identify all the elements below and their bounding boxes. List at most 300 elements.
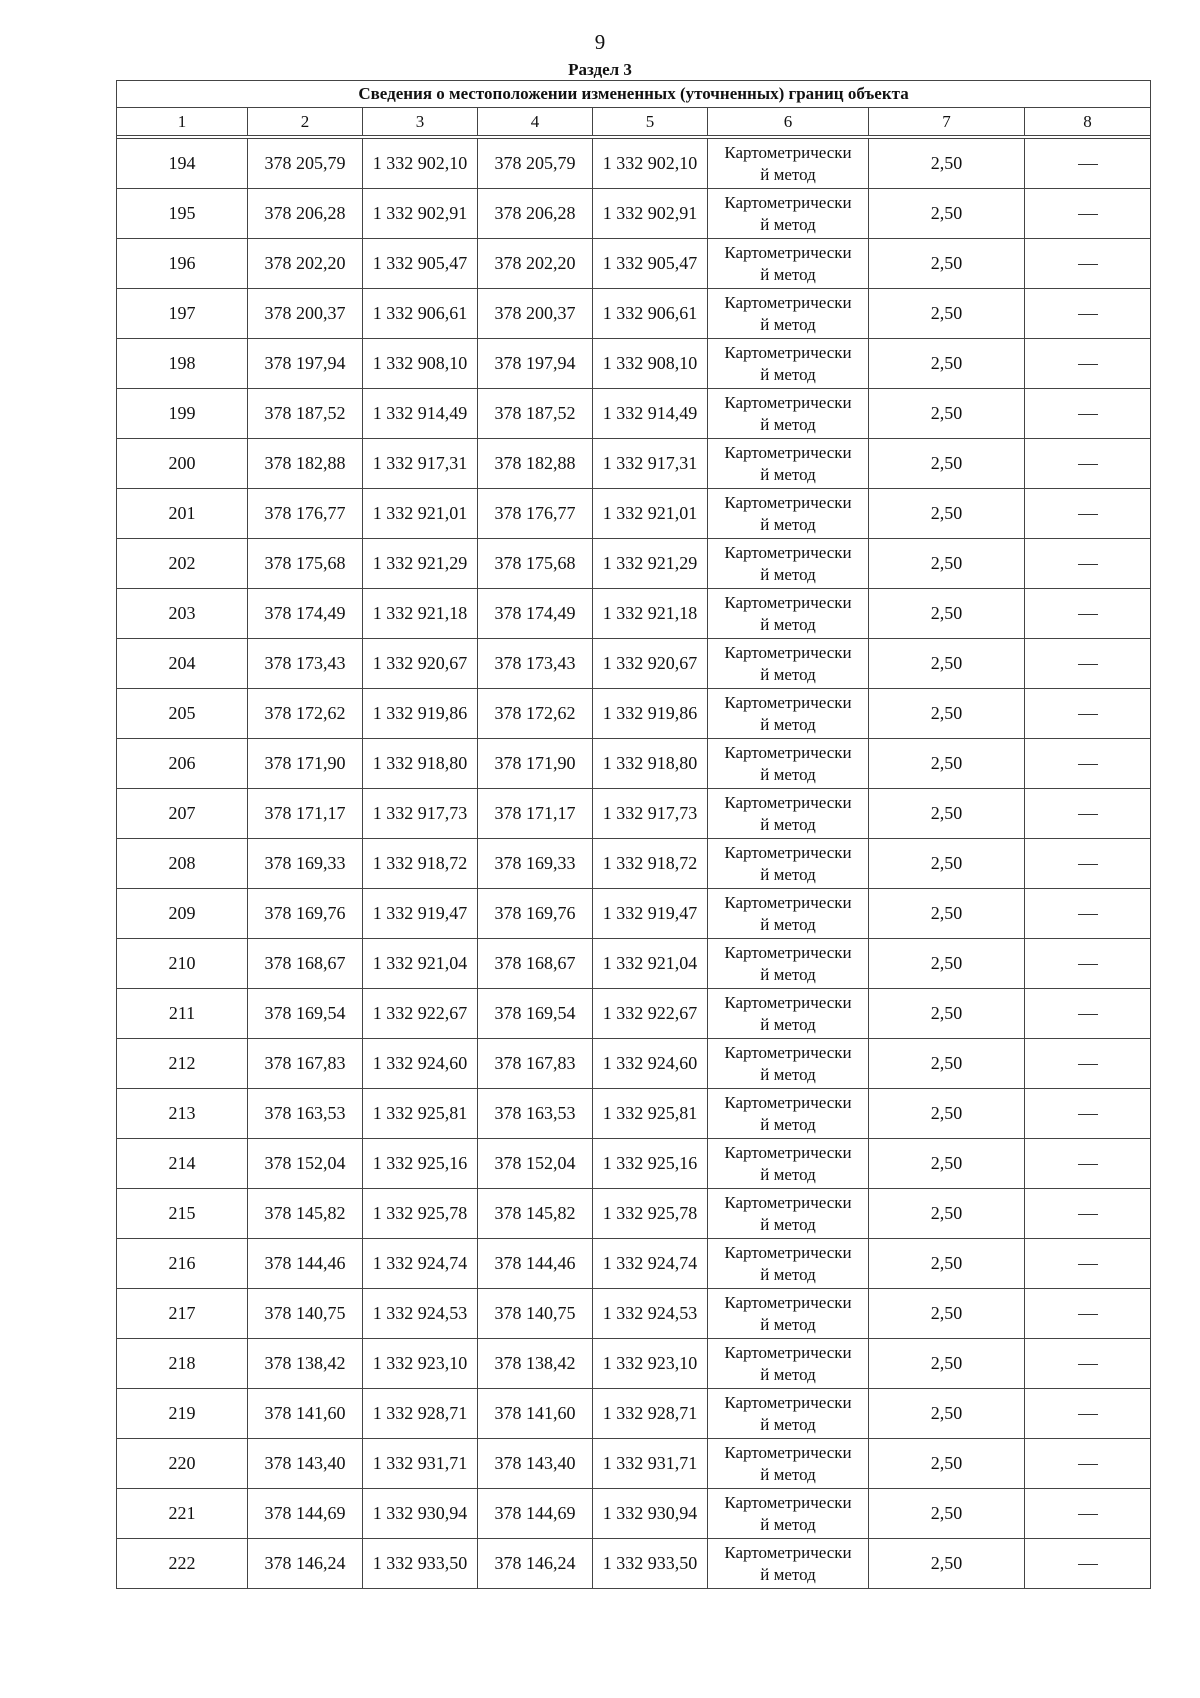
description-cell xyxy=(1025,339,1151,389)
x-refined-cell: 378 168,67 xyxy=(478,939,593,989)
method-cell xyxy=(708,589,869,639)
x-refined-cell: 378 205,79 xyxy=(478,139,593,189)
method-cell xyxy=(708,639,869,689)
point-number-cell: 200 xyxy=(117,439,248,489)
column-header-row xyxy=(117,108,1151,136)
column-header: 8 xyxy=(1025,108,1151,136)
y-existing-cell: 1 332 921,29 xyxy=(363,539,478,589)
accuracy-cell: 2,50 xyxy=(869,939,1025,989)
em-dash-icon xyxy=(1078,1064,1098,1065)
x-refined-cell: 378 206,28 xyxy=(478,189,593,239)
table-row xyxy=(117,1439,1151,1489)
accuracy-cell: 2,50 xyxy=(869,389,1025,439)
x-existing-cell: 378 187,52 xyxy=(248,389,363,439)
point-number-cell: 216 xyxy=(117,1239,248,1289)
accuracy-cell: 2,50 xyxy=(869,1239,1025,1289)
x-existing-cell: 378 171,90 xyxy=(248,739,363,789)
boundary-coordinates-table xyxy=(116,80,1151,1589)
em-dash-icon xyxy=(1078,1314,1098,1315)
x-refined-cell: 378 144,69 xyxy=(478,1489,593,1539)
method-line-2: й метод xyxy=(760,914,816,934)
em-dash-icon xyxy=(1078,464,1098,465)
accuracy-cell: 2,50 xyxy=(869,989,1025,1039)
method-cell xyxy=(708,1039,869,1089)
point-number-cell: 205 xyxy=(117,689,248,739)
em-dash-icon xyxy=(1078,864,1098,865)
method-line-2: й метод xyxy=(760,814,816,834)
method-line-2: й метод xyxy=(760,1014,816,1034)
accuracy-cell: 2,50 xyxy=(869,539,1025,589)
em-dash-icon xyxy=(1078,414,1098,415)
point-number-cell: 219 xyxy=(117,1389,248,1439)
em-dash-icon xyxy=(1078,314,1098,315)
method-line-1: Картометрически xyxy=(724,842,852,862)
y-refined-cell: 1 332 925,78 xyxy=(593,1189,708,1239)
method-cell xyxy=(708,1139,869,1189)
column-header: 7 xyxy=(869,108,1025,136)
y-existing-cell: 1 332 917,73 xyxy=(363,789,478,839)
accuracy-cell: 2,50 xyxy=(869,1139,1025,1189)
description-cell xyxy=(1025,289,1151,339)
accuracy-cell: 2,50 xyxy=(869,139,1025,189)
table-row xyxy=(117,1489,1151,1539)
table-row xyxy=(117,439,1151,489)
method-cell xyxy=(708,1389,869,1439)
description-cell xyxy=(1025,1539,1151,1589)
method-cell xyxy=(708,1239,869,1289)
table-row xyxy=(117,739,1151,789)
em-dash-icon xyxy=(1078,1414,1098,1415)
method-cell xyxy=(708,1089,869,1139)
accuracy-cell: 2,50 xyxy=(869,1039,1025,1089)
table-row xyxy=(117,289,1151,339)
description-cell xyxy=(1025,1439,1151,1489)
x-refined-cell: 378 152,04 xyxy=(478,1139,593,1189)
description-cell xyxy=(1025,939,1151,989)
x-refined-cell: 378 141,60 xyxy=(478,1389,593,1439)
accuracy-cell: 2,50 xyxy=(869,289,1025,339)
table-row xyxy=(117,1189,1151,1239)
method-line-2: й метод xyxy=(760,1414,816,1434)
method-line-2: й метод xyxy=(760,514,816,534)
y-existing-cell: 1 332 921,18 xyxy=(363,589,478,639)
x-existing-cell: 378 182,88 xyxy=(248,439,363,489)
point-number-cell: 199 xyxy=(117,389,248,439)
x-existing-cell: 378 167,83 xyxy=(248,1039,363,1089)
em-dash-icon xyxy=(1078,1364,1098,1365)
method-cell xyxy=(708,289,869,339)
x-existing-cell: 378 143,40 xyxy=(248,1439,363,1489)
accuracy-cell: 2,50 xyxy=(869,739,1025,789)
column-header: 2 xyxy=(248,108,363,136)
x-existing-cell: 378 169,33 xyxy=(248,839,363,889)
method-cell xyxy=(708,439,869,489)
method-line-1: Картометрически xyxy=(724,442,852,462)
method-line-2: й метод xyxy=(760,864,816,884)
y-existing-cell: 1 332 914,49 xyxy=(363,389,478,439)
x-refined-cell: 378 173,43 xyxy=(478,639,593,689)
y-existing-cell: 1 332 923,10 xyxy=(363,1339,478,1389)
y-existing-cell: 1 332 931,71 xyxy=(363,1439,478,1489)
em-dash-icon xyxy=(1078,614,1098,615)
y-existing-cell: 1 332 917,31 xyxy=(363,439,478,489)
method-line-2: й метод xyxy=(760,1164,816,1184)
method-line-1: Картометрически xyxy=(724,1042,852,1062)
x-refined-cell: 378 140,75 xyxy=(478,1289,593,1339)
x-existing-cell: 378 144,46 xyxy=(248,1239,363,1289)
table-row xyxy=(117,839,1151,889)
method-cell xyxy=(708,789,869,839)
column-header: 1 xyxy=(117,108,248,136)
method-line-2: й метод xyxy=(760,1314,816,1334)
table-row xyxy=(117,639,1151,689)
table-row xyxy=(117,139,1151,189)
column-header: 3 xyxy=(363,108,478,136)
method-cell xyxy=(708,1539,869,1589)
em-dash-icon xyxy=(1078,1114,1098,1115)
y-existing-cell: 1 332 918,80 xyxy=(363,739,478,789)
method-cell xyxy=(708,539,869,589)
method-line-1: Картометрически xyxy=(724,192,852,212)
y-refined-cell: 1 332 921,29 xyxy=(593,539,708,589)
point-number-cell: 212 xyxy=(117,1039,248,1089)
description-cell xyxy=(1025,1089,1151,1139)
description-cell xyxy=(1025,1389,1151,1439)
method-line-2: й метод xyxy=(760,414,816,434)
y-existing-cell: 1 332 918,72 xyxy=(363,839,478,889)
y-refined-cell: 1 332 917,31 xyxy=(593,439,708,489)
description-cell xyxy=(1025,589,1151,639)
method-line-2: й метод xyxy=(760,664,816,684)
method-line-1: Картометрически xyxy=(724,692,852,712)
em-dash-icon xyxy=(1078,564,1098,565)
method-line-1: Картометрически xyxy=(724,1292,852,1312)
x-refined-cell: 378 171,90 xyxy=(478,739,593,789)
x-existing-cell: 378 171,17 xyxy=(248,789,363,839)
accuracy-cell: 2,50 xyxy=(869,1489,1025,1539)
method-cell xyxy=(708,939,869,989)
em-dash-icon xyxy=(1078,1214,1098,1215)
y-refined-cell: 1 332 920,67 xyxy=(593,639,708,689)
table-row xyxy=(117,489,1151,539)
point-number-cell: 197 xyxy=(117,289,248,339)
x-existing-cell: 378 175,68 xyxy=(248,539,363,589)
method-line-2: й метод xyxy=(760,164,816,184)
method-cell xyxy=(708,889,869,939)
y-refined-cell: 1 332 922,67 xyxy=(593,989,708,1039)
method-line-1: Картометрически xyxy=(724,1542,852,1562)
accuracy-cell: 2,50 xyxy=(869,489,1025,539)
description-cell xyxy=(1025,1189,1151,1239)
em-dash-icon xyxy=(1078,1264,1098,1265)
em-dash-icon xyxy=(1078,264,1098,265)
x-existing-cell: 378 173,43 xyxy=(248,639,363,689)
accuracy-cell: 2,50 xyxy=(869,1289,1025,1339)
description-cell xyxy=(1025,1039,1151,1089)
accuracy-cell: 2,50 xyxy=(869,689,1025,739)
y-refined-cell: 1 332 918,72 xyxy=(593,839,708,889)
method-line-2: й метод xyxy=(760,714,816,734)
y-existing-cell: 1 332 919,86 xyxy=(363,689,478,739)
method-cell xyxy=(708,1189,869,1239)
description-cell xyxy=(1025,739,1151,789)
x-refined-cell: 378 169,76 xyxy=(478,889,593,939)
method-line-1: Картометрически xyxy=(724,292,852,312)
page-number: 9 xyxy=(594,30,606,54)
description-cell xyxy=(1025,189,1151,239)
method-line-2: й метод xyxy=(760,1264,816,1284)
y-refined-cell: 1 332 930,94 xyxy=(593,1489,708,1539)
description-cell xyxy=(1025,839,1151,889)
table-row xyxy=(117,989,1151,1039)
em-dash-icon xyxy=(1078,1164,1098,1165)
x-refined-cell: 378 145,82 xyxy=(478,1189,593,1239)
accuracy-cell: 2,50 xyxy=(869,1189,1025,1239)
y-existing-cell: 1 332 925,16 xyxy=(363,1139,478,1189)
x-refined-cell: 378 187,52 xyxy=(478,389,593,439)
method-line-2: й метод xyxy=(760,964,816,984)
method-line-1: Картометрически xyxy=(724,242,852,262)
x-refined-cell: 378 144,46 xyxy=(478,1239,593,1289)
method-line-2: й метод xyxy=(760,1364,816,1384)
point-number-cell: 207 xyxy=(117,789,248,839)
y-existing-cell: 1 332 930,94 xyxy=(363,1489,478,1539)
x-existing-cell: 378 152,04 xyxy=(248,1139,363,1189)
method-cell xyxy=(708,339,869,389)
point-number-cell: 222 xyxy=(117,1539,248,1589)
table-row xyxy=(117,689,1151,739)
method-line-2: й метод xyxy=(760,314,816,334)
method-line-1: Картометрически xyxy=(724,992,852,1012)
x-existing-cell: 378 206,28 xyxy=(248,189,363,239)
y-refined-cell: 1 332 914,49 xyxy=(593,389,708,439)
table-row xyxy=(117,189,1151,239)
table-row xyxy=(117,1289,1151,1339)
table-row xyxy=(117,389,1151,439)
point-number-cell: 210 xyxy=(117,939,248,989)
method-cell xyxy=(708,1489,869,1539)
x-existing-cell: 378 145,82 xyxy=(248,1189,363,1239)
table-row xyxy=(117,1539,1151,1589)
em-dash-icon xyxy=(1078,1514,1098,1515)
y-existing-cell: 1 332 905,47 xyxy=(363,239,478,289)
point-number-cell: 206 xyxy=(117,739,248,789)
x-refined-cell: 378 138,42 xyxy=(478,1339,593,1389)
point-number-cell: 214 xyxy=(117,1139,248,1189)
accuracy-cell: 2,50 xyxy=(869,339,1025,389)
y-existing-cell: 1 332 908,10 xyxy=(363,339,478,389)
y-existing-cell: 1 332 928,71 xyxy=(363,1389,478,1439)
x-existing-cell: 378 202,20 xyxy=(248,239,363,289)
method-line-1: Картометрически xyxy=(724,1392,852,1412)
em-dash-icon xyxy=(1078,714,1098,715)
table-body xyxy=(117,139,1151,1589)
em-dash-icon xyxy=(1078,514,1098,515)
x-refined-cell: 378 143,40 xyxy=(478,1439,593,1489)
em-dash-icon xyxy=(1078,764,1098,765)
y-existing-cell: 1 332 924,60 xyxy=(363,1039,478,1089)
point-number-cell: 202 xyxy=(117,539,248,589)
point-number-cell: 208 xyxy=(117,839,248,889)
x-existing-cell: 378 172,62 xyxy=(248,689,363,739)
y-existing-cell: 1 332 933,50 xyxy=(363,1539,478,1589)
method-cell xyxy=(708,839,869,889)
description-cell xyxy=(1025,489,1151,539)
x-existing-cell: 378 174,49 xyxy=(248,589,363,639)
em-dash-icon xyxy=(1078,664,1098,665)
x-existing-cell: 378 138,42 xyxy=(248,1339,363,1389)
method-line-1: Картометрически xyxy=(724,892,852,912)
y-refined-cell: 1 332 918,80 xyxy=(593,739,708,789)
description-cell xyxy=(1025,239,1151,289)
table-row xyxy=(117,539,1151,589)
method-line-1: Картометрически xyxy=(724,142,852,162)
em-dash-icon xyxy=(1078,964,1098,965)
method-line-2: й метод xyxy=(760,764,816,784)
description-cell xyxy=(1025,1239,1151,1289)
y-refined-cell: 1 332 919,86 xyxy=(593,689,708,739)
point-number-cell: 203 xyxy=(117,589,248,639)
method-cell xyxy=(708,1289,869,1339)
point-number-cell: 221 xyxy=(117,1489,248,1539)
x-refined-cell: 378 202,20 xyxy=(478,239,593,289)
method-line-1: Картометрически xyxy=(724,1492,852,1512)
x-refined-cell: 378 197,94 xyxy=(478,339,593,389)
x-existing-cell: 378 163,53 xyxy=(248,1089,363,1139)
y-existing-cell: 1 332 919,47 xyxy=(363,889,478,939)
x-existing-cell: 378 169,54 xyxy=(248,989,363,1039)
y-existing-cell: 1 332 925,78 xyxy=(363,1189,478,1239)
em-dash-icon xyxy=(1078,914,1098,915)
y-existing-cell: 1 332 906,61 xyxy=(363,289,478,339)
accuracy-cell: 2,50 xyxy=(869,1389,1025,1439)
y-refined-cell: 1 332 923,10 xyxy=(593,1339,708,1389)
y-refined-cell: 1 332 906,61 xyxy=(593,289,708,339)
em-dash-icon xyxy=(1078,1014,1098,1015)
y-existing-cell: 1 332 902,10 xyxy=(363,139,478,189)
point-number-cell: 204 xyxy=(117,639,248,689)
method-cell xyxy=(708,139,869,189)
method-line-2: й метод xyxy=(760,364,816,384)
x-existing-cell: 378 200,37 xyxy=(248,289,363,339)
point-number-cell: 220 xyxy=(117,1439,248,1489)
point-number-cell: 198 xyxy=(117,339,248,389)
method-line-1: Картометрически xyxy=(724,342,852,362)
table-row xyxy=(117,1389,1151,1439)
description-cell xyxy=(1025,1289,1151,1339)
em-dash-icon xyxy=(1078,214,1098,215)
y-existing-cell: 1 332 924,74 xyxy=(363,1239,478,1289)
em-dash-icon xyxy=(1078,1564,1098,1565)
description-cell xyxy=(1025,889,1151,939)
y-refined-cell: 1 332 921,18 xyxy=(593,589,708,639)
x-refined-cell: 378 200,37 xyxy=(478,289,593,339)
point-number-cell: 213 xyxy=(117,1089,248,1139)
x-existing-cell: 378 205,79 xyxy=(248,139,363,189)
x-refined-cell: 378 172,62 xyxy=(478,689,593,739)
accuracy-cell: 2,50 xyxy=(869,239,1025,289)
table-row xyxy=(117,789,1151,839)
method-line-1: Картометрически xyxy=(724,642,852,662)
accuracy-cell: 2,50 xyxy=(869,639,1025,689)
method-line-1: Картометрически xyxy=(724,542,852,562)
em-dash-icon xyxy=(1078,364,1098,365)
method-line-2: й метод xyxy=(760,564,816,584)
x-existing-cell: 378 176,77 xyxy=(248,489,363,539)
description-cell xyxy=(1025,139,1151,189)
y-refined-cell: 1 332 908,10 xyxy=(593,339,708,389)
y-refined-cell: 1 332 917,73 xyxy=(593,789,708,839)
accuracy-cell: 2,50 xyxy=(869,839,1025,889)
y-existing-cell: 1 332 925,81 xyxy=(363,1089,478,1139)
y-refined-cell: 1 332 928,71 xyxy=(593,1389,708,1439)
method-cell xyxy=(708,389,869,439)
x-refined-cell: 378 176,77 xyxy=(478,489,593,539)
table-row xyxy=(117,239,1151,289)
x-existing-cell: 378 141,60 xyxy=(248,1389,363,1439)
x-existing-cell: 378 197,94 xyxy=(248,339,363,389)
x-refined-cell: 378 167,83 xyxy=(478,1039,593,1089)
method-line-1: Картометрически xyxy=(724,392,852,412)
x-existing-cell: 378 144,69 xyxy=(248,1489,363,1539)
method-line-2: й метод xyxy=(760,614,816,634)
method-line-2: й метод xyxy=(760,464,816,484)
x-existing-cell: 378 169,76 xyxy=(248,889,363,939)
x-existing-cell: 378 140,75 xyxy=(248,1289,363,1339)
x-refined-cell: 378 175,68 xyxy=(478,539,593,589)
method-line-2: й метод xyxy=(760,1564,816,1584)
method-line-2: й метод xyxy=(760,1464,816,1484)
em-dash-icon xyxy=(1078,164,1098,165)
x-existing-cell: 378 168,67 xyxy=(248,939,363,989)
method-line-1: Картометрически xyxy=(724,1142,852,1162)
description-cell xyxy=(1025,689,1151,739)
method-cell xyxy=(708,1439,869,1489)
y-existing-cell: 1 332 924,53 xyxy=(363,1289,478,1339)
y-refined-cell: 1 332 931,71 xyxy=(593,1439,708,1489)
accuracy-cell: 2,50 xyxy=(869,889,1025,939)
method-line-2: й метод xyxy=(760,1214,816,1234)
column-header: 5 xyxy=(593,108,708,136)
method-line-1: Картометрически xyxy=(724,1192,852,1212)
description-cell xyxy=(1025,539,1151,589)
point-number-cell: 217 xyxy=(117,1289,248,1339)
em-dash-icon xyxy=(1078,814,1098,815)
x-refined-cell: 378 169,33 xyxy=(478,839,593,889)
y-existing-cell: 1 332 922,67 xyxy=(363,989,478,1039)
method-line-2: й метод xyxy=(760,264,816,284)
y-refined-cell: 1 332 905,47 xyxy=(593,239,708,289)
method-line-2: й метод xyxy=(760,1514,816,1534)
description-cell xyxy=(1025,1339,1151,1389)
x-refined-cell: 378 171,17 xyxy=(478,789,593,839)
point-number-cell: 211 xyxy=(117,989,248,1039)
table-row xyxy=(117,1039,1151,1089)
accuracy-cell: 2,50 xyxy=(869,1539,1025,1589)
point-number-cell: 195 xyxy=(117,189,248,239)
method-line-1: Картометрически xyxy=(724,1092,852,1112)
y-refined-cell: 1 332 919,47 xyxy=(593,889,708,939)
y-refined-cell: 1 332 921,04 xyxy=(593,939,708,989)
description-cell xyxy=(1025,1139,1151,1189)
description-cell xyxy=(1025,1489,1151,1539)
method-line-1: Картометрически xyxy=(724,942,852,962)
method-line-2: й метод xyxy=(760,1114,816,1134)
table-row xyxy=(117,1239,1151,1289)
method-line-1: Картометрически xyxy=(724,592,852,612)
accuracy-cell: 2,50 xyxy=(869,1089,1025,1139)
table-row xyxy=(117,939,1151,989)
